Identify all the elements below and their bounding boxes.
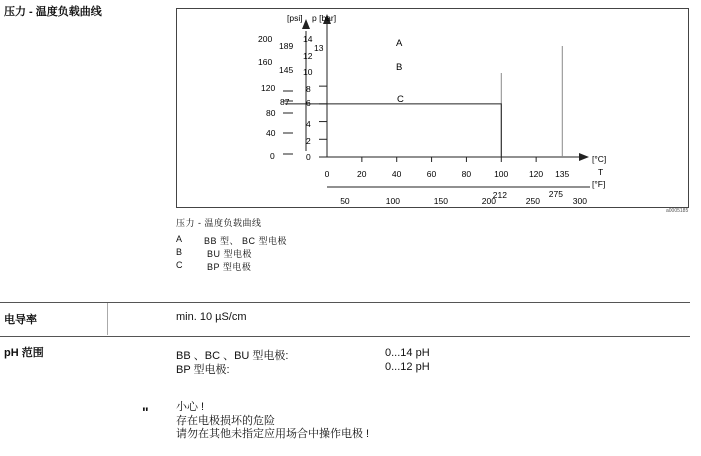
celsius-tick-label: 40 [391, 169, 402, 179]
fahrenheit-unit-label: [°F] [592, 179, 606, 189]
psi-tick-label: 189 [279, 41, 294, 51]
section-title: 压力 - 温度负载曲线 [4, 6, 102, 18]
bar-tick-label: 2 [306, 136, 311, 146]
legend-key-a: A [176, 234, 183, 244]
series-c-line [285, 104, 501, 157]
fahrenheit-tick-label: 275 [548, 189, 563, 199]
psi-tick-label: 160 [258, 57, 273, 67]
pressure-temperature-chart [177, 9, 690, 209]
legend-text-c: BP 型电极 [207, 262, 252, 272]
notice-line: 请勿在其他未指定应用场合中操作电极 ! [176, 428, 370, 440]
figure-code: a0005185 [666, 208, 689, 214]
celsius-tick-label: 20 [357, 169, 367, 179]
fahrenheit-tick-label: 250 [525, 196, 540, 206]
fahrenheit-tick-label: 50 [340, 196, 350, 206]
celsius-tick-label: 60 [426, 169, 437, 179]
curve-label: C [397, 94, 404, 105]
psi-unit-label: [psi] [287, 13, 303, 23]
fahrenheit-tick-label: 212 [492, 190, 507, 200]
psi-tick-label: 120 [261, 83, 276, 93]
fahrenheit-tick-label: 150 [433, 196, 448, 206]
ph-range-label: pH 范围 [4, 347, 44, 359]
fahrenheit-tick-label: 100 [385, 196, 400, 206]
psi-tick-label: 200 [258, 34, 273, 44]
legend-text-b: BU 型电极 [207, 249, 253, 259]
column-divider [107, 303, 108, 335]
row-divider [0, 336, 690, 337]
notice-heading: 小心 ! [176, 401, 205, 413]
fahrenheit-tick-label: 200 [481, 196, 496, 206]
bar-tick-label: 6 [306, 98, 311, 108]
legend-key-b: B [176, 247, 183, 257]
conductivity-label: 电导率 [4, 314, 37, 326]
figure-caption: 压力 - 温度负载曲线 [176, 218, 262, 228]
fahrenheit-tick-label: 300 [572, 196, 587, 206]
x-axis-arrow [579, 153, 589, 161]
curve-label: A [396, 38, 403, 49]
bar-tick-label: 0 [306, 152, 311, 162]
ph-electrode-name: BB 、BC 、BU 型电极: [176, 350, 289, 362]
ph-electrode-range: 0...14 pH [385, 347, 430, 359]
caution-icon: " [142, 404, 149, 420]
bar-unit-label: p [bar] [312, 13, 337, 23]
conductivity-value: min. 10 µS/cm [176, 311, 247, 323]
psi-tick-label: 0 [270, 151, 275, 161]
celsius-unit-label: [°C] [592, 154, 607, 164]
legend-text-a: BB 型、 BC 型电极 [204, 236, 288, 246]
bar-tick-label: 14 [303, 34, 313, 44]
bar-tick-label: 4 [306, 119, 311, 129]
celsius-tick-label: 80 [461, 169, 472, 179]
row-divider [0, 302, 690, 303]
psi-tick-label: 80 [266, 108, 276, 118]
curve-label: B [396, 62, 403, 73]
celsius-tick-label: 100 [494, 169, 509, 179]
ph-electrode-range: 0...12 pH [385, 361, 430, 373]
chart-frame [176, 8, 689, 208]
notice-line: 存在电极损坏的危险 [176, 415, 275, 427]
psi-tick-label: 87 [280, 97, 290, 107]
celsius-tick-label: 135 [555, 169, 570, 179]
ph-electrode-name: BP 型电极: [176, 364, 230, 376]
psi-tick-label: 40 [266, 128, 276, 138]
legend-key-c: C [176, 260, 183, 270]
celsius-tick-label: 120 [528, 169, 544, 179]
bar-tick-label: 12 [303, 51, 313, 61]
celsius-tick-label: 0 [324, 169, 330, 179]
bar-tick-label: 8 [306, 84, 311, 94]
temperature-symbol: T [598, 167, 604, 177]
bar-tick-label: 13 [314, 43, 324, 53]
bar-tick-label: 10 [303, 67, 313, 77]
psi-tick-label: 145 [279, 65, 294, 75]
psi-axis-arrow [302, 19, 310, 29]
